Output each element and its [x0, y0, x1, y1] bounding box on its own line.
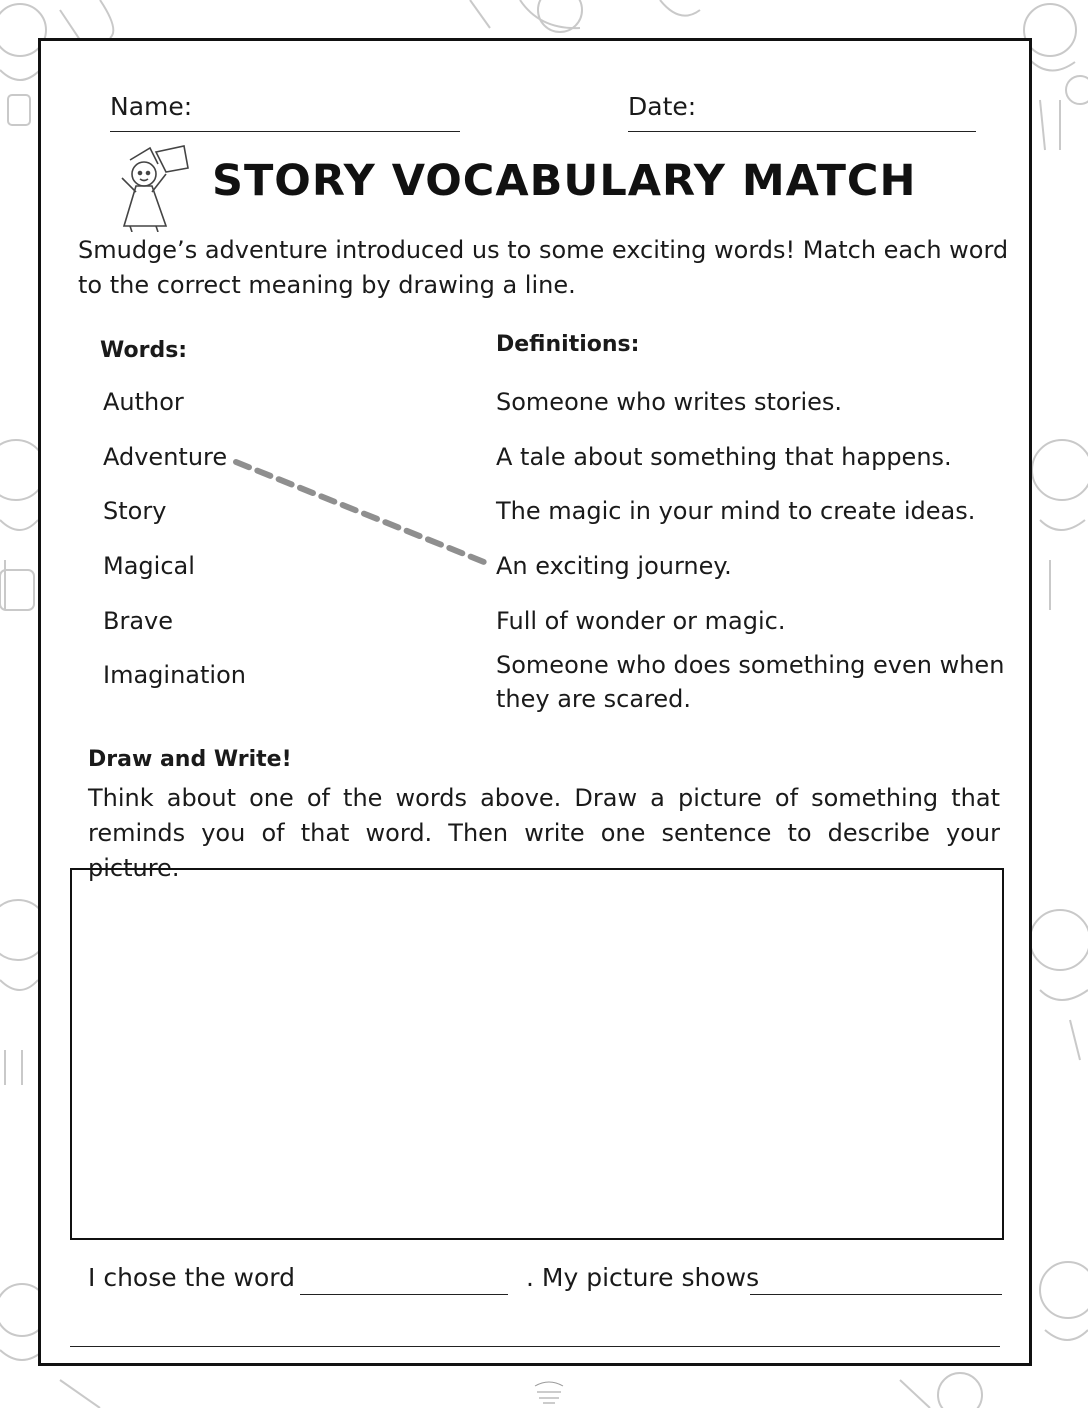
definition-3: The magic in your mind to create ideas. [496, 497, 976, 525]
word-magical: Magical [103, 552, 195, 580]
word-author: Author [103, 388, 184, 416]
sentence-part-1: I chose the word [88, 1263, 295, 1292]
extra-writing-line[interactable] [70, 1346, 1000, 1347]
definition-1: Someone who writes stories. [496, 388, 843, 416]
draw-write-instructions: Think about one of the words above. Draw a picture of something that reminds you of that word. Then write one sentence to describe your picture. [88, 784, 1000, 882]
intro-text: Smudge’s adventure introduced us to some exciting words! Match each word to the correct meaning by drawing a line. [78, 236, 1009, 299]
drawing-box[interactable] [70, 868, 1004, 1240]
definition-6: Someone who does something even when they are scared. [496, 651, 1005, 713]
words-heading: Words: [100, 338, 188, 363]
date-label: Date: [628, 92, 697, 121]
word-imagination: Imagination [103, 661, 246, 689]
chosen-word-field[interactable] [300, 1294, 508, 1295]
definition-5: Full of wonder or magic. [496, 607, 786, 635]
sentence-part-2: . My picture shows [526, 1263, 760, 1292]
word-story: Story [103, 497, 167, 525]
draw-write-heading: Draw and Write! [88, 747, 292, 772]
name-label: Name: [110, 92, 193, 121]
picture-description-field[interactable] [750, 1294, 1002, 1295]
word-adventure: Adventure [103, 443, 228, 471]
publisher-logo-icon [527, 1376, 571, 1406]
page-title: STORY VOCABULARY MATCH [212, 156, 917, 206]
definitions-heading: Definitions: [496, 332, 640, 357]
word-brave: Brave [103, 607, 174, 635]
definition-4: An exciting journey. [496, 552, 732, 580]
definition-2: A tale about something that happens. [496, 443, 952, 471]
